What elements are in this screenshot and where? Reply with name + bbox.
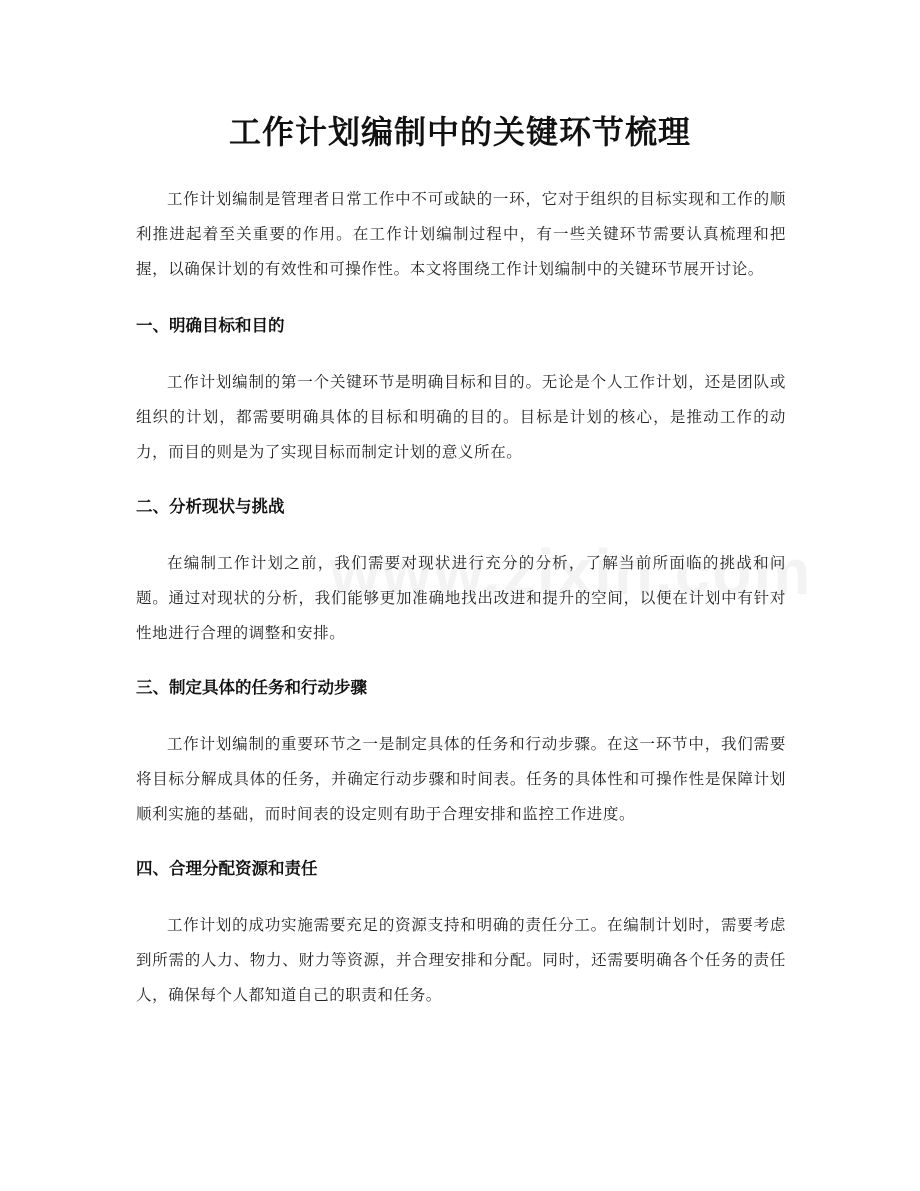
section-heading: 二、分析现状与挑战 — [136, 497, 285, 516]
section-heading: 四、合理分配资源和责任 — [136, 859, 318, 878]
document-title: 工作计划编制中的关键环节梳理 — [228, 113, 691, 151]
section-heading: 一、明确目标和目的 — [136, 316, 285, 335]
intro-paragraph: 工作计划编制是管理者日常工作中不可或缺的一环，它对于组织的目标实现和工作的顺利推进起着至关重要的作用。在工作计划编制过程中，有一些关键环节需要认真梳理和把握，以确保计划的有效性和可操作性。本文将围绕工作计划编制中的关键环节展开讨论。 — [136, 190, 786, 278]
section-paragraph: 在编制工作计划之前，我们需要对现状进行充分的分析，了解当前所面临的挑战和问题。通过对现状的分析，我们能够更加准确地找出改进和提升的空间，以便在计划中有针对性地进行合理的调整和安排。 — [136, 554, 786, 642]
section-1 — [136, 311, 786, 470]
section-4 — [136, 854, 786, 1013]
section-heading: 三、制定具体的任务和行动步骤 — [136, 678, 367, 697]
section-paragraph: 工作计划编制的重要环节之一是制定具体的任务和行动步骤。在这一环节中，我们需要将目标分解成具体的任务，并确定行动步骤和时间表。任务的具体性和可操作性是保障计划顺利实施的基础，而时间表的设定则有助于合理安排和监控工作进度。 — [136, 735, 786, 823]
section-paragraph: 工作计划编制的第一个关键环节是明确目标和目的。无论是个人工作计划，还是团队或组织的计划，都需要明确具体的目标和明确的目的。目标是计划的核心，是推动工作的动力，而目的则是为了实现目标而制定计划的意义所在。 — [136, 373, 786, 461]
section-3 — [136, 673, 786, 832]
section-2 — [136, 492, 786, 651]
document-body — [136, 182, 786, 1013]
section-paragraph: 工作计划的成功实施需要充足的资源支持和明确的责任分工。在编制计划时，需要考虑到所需的人力、物力、财力等资源，并合理安排和分配。同时，还需要明确各个任务的责任人，确保每个人都知道自己的职责和任务。 — [136, 916, 786, 1004]
